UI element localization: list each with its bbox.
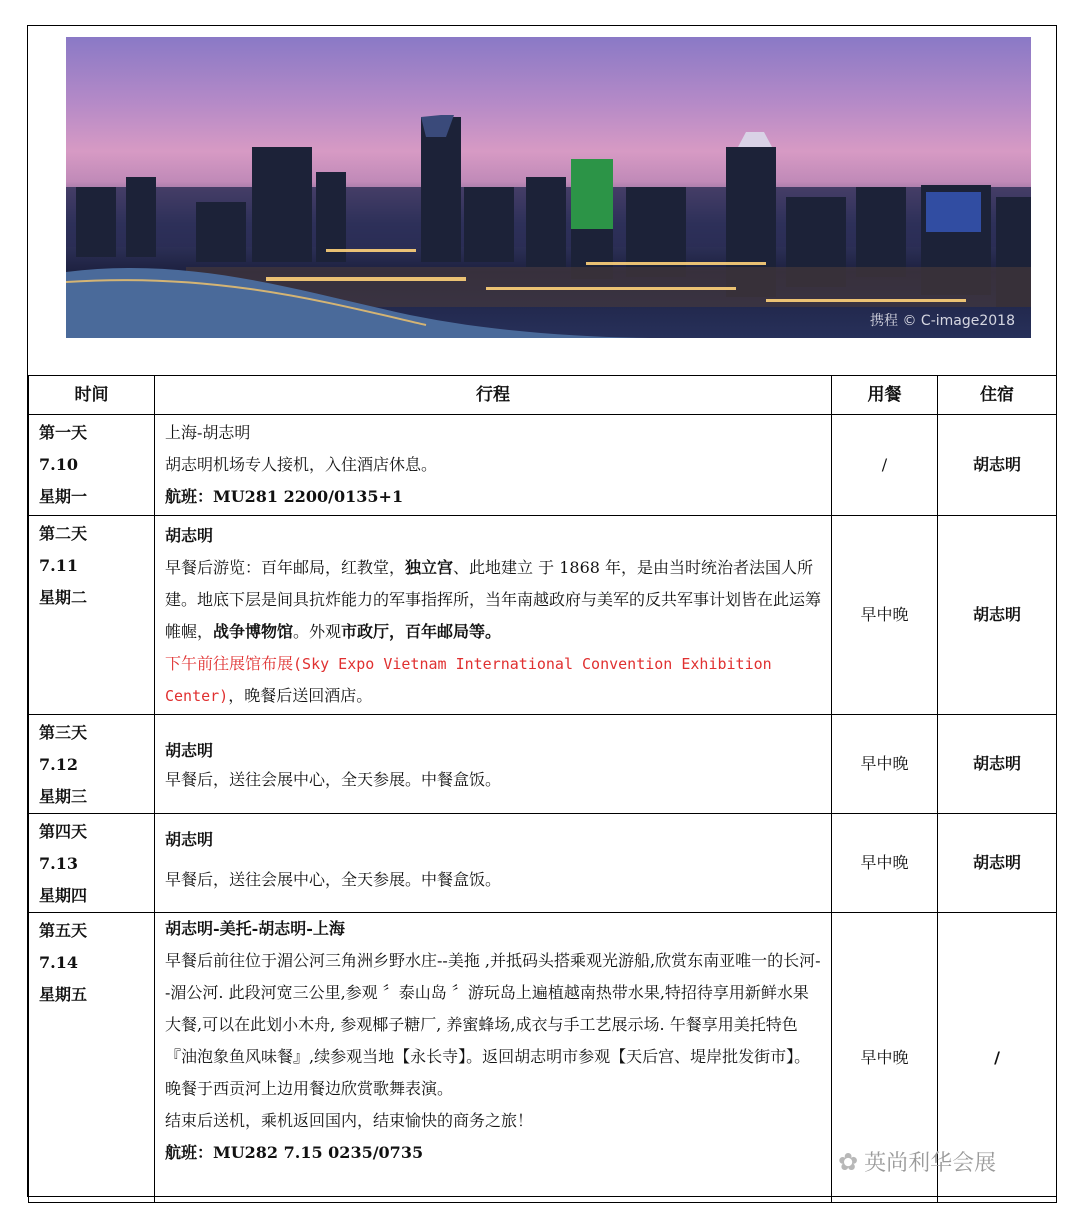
table-row — [29, 516, 1057, 715]
route-text: 上海-胡志明 — [165, 423, 251, 442]
highlight-span: 战争博物馆 — [213, 622, 294, 641]
plan-text: 早餐后，送往会展中心，全天参展。中餐盒饭。 — [165, 870, 502, 889]
plan-cell — [155, 814, 832, 913]
day-label: 第一天 — [39, 423, 88, 442]
day-cell — [29, 715, 155, 814]
day-date: 7.13 — [39, 854, 78, 873]
plan-text: 胡志明机场专人接机，入住酒店休息。 — [165, 455, 438, 474]
meal-cell: 早中晚 — [832, 913, 938, 1203]
table-row — [29, 814, 1057, 913]
text-span: ，晚餐后送回酒店。 — [228, 686, 373, 705]
day-cell — [29, 516, 155, 715]
hotel-cell: 胡志明 — [938, 814, 1057, 913]
meal-cell: / — [832, 415, 938, 516]
skyline-illustration — [66, 37, 1031, 338]
plan-cell — [155, 913, 832, 1203]
table-row — [29, 415, 1057, 516]
day-label: 第三天 — [39, 723, 88, 742]
city-skyline-photo — [66, 37, 1031, 338]
highlight-span: 展馆布展 — [229, 654, 294, 673]
day-title: 胡志明-美托-胡志明-上海 — [165, 919, 345, 938]
header-lodging: 住宿 — [938, 376, 1057, 415]
plan-text-afternoon — [165, 648, 821, 712]
hotel-cell: 胡志明 — [938, 715, 1057, 814]
day-weekday: 星期二 — [39, 588, 88, 607]
plan-text: 早餐后，送往会展中心，全天参展。中餐盒饭。 — [165, 770, 502, 789]
day-label: 第五天 — [39, 921, 88, 940]
table-row — [29, 715, 1057, 814]
plan-text — [165, 552, 821, 648]
brand-name: 英尚利华会展 — [864, 1151, 997, 1176]
highlight-span: 独立宫 — [405, 558, 454, 577]
hotel-cell: / — [938, 913, 1057, 1203]
day-weekday: 星期四 — [39, 886, 88, 905]
meal-cell: 早中晚 — [832, 715, 938, 814]
day-date: 7.10 — [39, 455, 78, 474]
plan-cell — [155, 415, 832, 516]
day-weekday: 星期五 — [39, 985, 88, 1004]
flight-info: 航班：MU281 2200/0135+1 — [165, 487, 404, 506]
day-cell — [29, 415, 155, 516]
day-weekday: 星期三 — [39, 787, 88, 806]
day-title: 胡志明 — [165, 526, 214, 545]
day-cell — [29, 814, 155, 913]
photo-watermark: 携程 © C-image2018 — [870, 313, 1015, 329]
table-header-row — [29, 376, 1057, 415]
day-weekday: 星期一 — [39, 487, 88, 506]
day-label: 第四天 — [39, 822, 88, 841]
plan-text: 早餐后前往位于湄公河三角洲乡野水庄--美拖 ,并抵码头搭乘观光游船,欣赏东南亚唯一的长河--湄公河. 此段河宽三公里,参观 〞泰山岛 〞游玩岛上遍植越南热带水果,特招待享用新鲜水果大餐,可以在此划小木舟, 参观椰子糖厂, 养蜜蜂场,成衣与手工艺展示场. 午餐享用美托特色『油泡象鱼风味餐』,续参观当地【永长寺】。返回胡志明市参观【天后宫、堤岸批发街市】。晚餐于西贡河上边用餐边欣赏歌舞表演。 — [165, 951, 821, 1098]
hotel-cell: 胡志明 — [938, 516, 1057, 715]
day-title: 胡志明 — [165, 830, 214, 849]
day-label: 第二天 — [39, 524, 88, 543]
itinerary-table — [28, 375, 1057, 1203]
wechat-icon: ✿ — [838, 1147, 859, 1176]
meal-cell: 早中晚 — [832, 516, 938, 715]
header-meals: 用餐 — [832, 376, 938, 415]
day-title: 胡志明 — [165, 741, 214, 760]
day-date: 7.14 — [39, 953, 78, 972]
text-span: 早餐后游览：百年邮局，红教堂， — [165, 558, 406, 577]
day-date: 7.12 — [39, 755, 78, 774]
text-span: 。外观 — [293, 622, 342, 641]
highlight-span: 市政厅，百年邮局等。 — [341, 622, 502, 641]
plan-cell — [155, 516, 832, 715]
meal-cell: 早中晚 — [832, 814, 938, 913]
wechat-brand-watermark — [838, 1146, 996, 1177]
hotel-cell: 胡志明 — [938, 415, 1057, 516]
header-itinerary: 行程 — [155, 376, 832, 415]
text-span: 下午前往 — [165, 654, 230, 673]
text-span: 、此地建立 于 1868 年，是由当时统治者法国人所建。地底下层是间具抗炸能力的军事指挥所，当年南越政府与美军的反共军事计划皆在此运筹帷幄， — [165, 558, 822, 641]
day-date: 7.11 — [39, 556, 78, 575]
flight-info: 航班：MU282 7.15 0235/0735 — [165, 1143, 424, 1162]
day-cell — [29, 913, 155, 1203]
plan-cell — [155, 715, 832, 814]
venue-name: (Sky Expo Vietnam International Convention Exhibition Center) — [165, 655, 772, 705]
itinerary-sheet — [27, 25, 1057, 1197]
header-time: 时间 — [29, 376, 155, 415]
plan-text-closing: 结束后送机，乘机返回国内，结束愉快的商务之旅！ — [165, 1111, 534, 1130]
